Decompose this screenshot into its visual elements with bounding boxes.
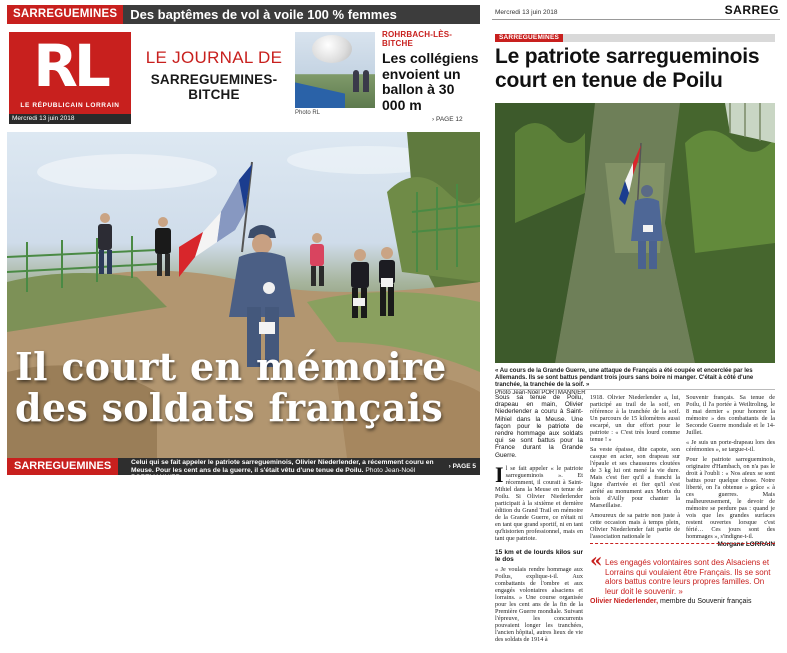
- edition-title: [139, 48, 289, 102]
- article-author: Morgane LORRAIN: [717, 541, 775, 548]
- article-paragraph: [495, 461, 583, 542]
- article-paragraph: Pour le patriote sarregueminois, originaire d'Hambach, on n'a pas le droit à l'oubli : « Nos aïeux se sont battus pour quelque chose. Notre liberté, on l'a obtenue » grâce « à ces guerres. Mais malheureusement, le devoir de mémoire se perdure pas : quand je vois que les grandes surfaces restent ouvertes lorsque c'est férié… Ces jours sont des hommages », s'indigne-t-il.: [686, 456, 775, 540]
- article-kicker: SARREGUEMINES: [495, 34, 563, 42]
- article-photo-caption: [495, 368, 775, 397]
- article-chapo: Sous sa tenue de Poilu, drapeau en main, Olivier Niederlender a couru à Saint-Mihiel dans la Meuse. Une façon pour le patriote de rendre hommage aux soldats qui se sont battus pour la France durant la Grande Guerre.: [495, 394, 583, 459]
- pull-quote-name: Olivier Niederlender,: [590, 598, 659, 605]
- article-paragraph: Sa veste épaisse, dite capote, son casque en acier, son drapeau sur l'épaule et ses chaussures cloutées de 3 kg lui ont mené la vie dure. Mais c'est fier qu'il a franchi la ligne d'arrivée et fier qu'il s'est arrêté au monument aux Morts du bois d'Ailly pour chanter la Marseillaise.: [590, 446, 680, 509]
- top-teaser-rubric: SARREGUEMINES: [7, 5, 123, 24]
- pull-quote-role: membre du Souvenir français: [658, 598, 752, 605]
- article-column-2: [590, 394, 680, 540]
- article-photo[interactable]: [495, 103, 775, 363]
- hero-headline-line2: des soldats français: [15, 385, 444, 430]
- student-figure: [363, 70, 369, 92]
- article-photo-credit: Photo Jean-Noël PORTMANN/ER: [495, 389, 586, 396]
- front-page: [7, 5, 480, 482]
- inside-page: [487, 0, 787, 653]
- quote-mark-icon: «: [590, 548, 603, 572]
- article-paragraph: Souvenir français. Sa tenue de Poilu, il l'a portée à Weiltroling, le 8 mai dernier « pour honorer la mémoire » des combattants de la Seconde Guerre mondiale et le 14-Juillet.: [686, 394, 775, 436]
- article-subhead: 15 km et de lourds kilos sur le dos: [495, 548, 583, 564]
- pull-quote-attribution: [590, 597, 775, 606]
- teaser-rohrbach-place: ROHRBACH-LÈS-BITCHE: [382, 30, 453, 48]
- article-column-3: [686, 394, 775, 548]
- pull-quote-text: Les engagés volontaires sont des Alsaciens et Lorrains qui voulaient être Français. Ils se sont alors battus contre leurs propres familles. On leur doit le souvenir. »: [605, 558, 771, 596]
- quote-divider: [590, 543, 775, 544]
- article-photo-illustration: [495, 103, 775, 363]
- edition-title-line1: LE JOURNAL DE: [145, 48, 283, 67]
- hero-headline[interactable]: [15, 346, 447, 428]
- article-column-1: [495, 394, 583, 643]
- page-town-header: SARREG: [724, 3, 779, 17]
- header-divider: [492, 19, 780, 20]
- rl-logo[interactable]: [9, 32, 131, 114]
- blue-tarp-shape: [295, 76, 345, 108]
- hero-caption-bar: [7, 458, 480, 482]
- drop-cap: I: [495, 461, 504, 487]
- article-paragraph: « Je voulais rendre hommage aux Poilus, explique-t-il. Aux combattants de l'ombre et aux engagés volontaires alsaciens et lorrains. » Une course organisée pour les cent ans de la fin de la Première Guerre mondiale. Suivant l'épreuve, les concurrents pouvaient longer les tranchées, l'ancien hôpital, autres lieux de vie des soldats de 1914 à: [495, 566, 583, 644]
- article-paragraph: Amoureux de sa patrie non juste à cette occasion mais à temps plein, Olivier Niederlender fait partie de l'association nationale le: [590, 512, 680, 540]
- top-teaser-bar[interactable]: [7, 5, 480, 24]
- page-date: Mercredi 13 juin 2018: [495, 9, 558, 16]
- rl-logo-letters: RL: [33, 32, 107, 100]
- teaser-photo-credit: Photo RL: [295, 110, 321, 116]
- hero-photo[interactable]: [7, 132, 480, 458]
- hero-caption: [131, 459, 451, 482]
- hero-rubric: SARREGUEMINES: [7, 458, 118, 475]
- edition-title-line2: SARREGUEMINES-BITCHE: [150, 72, 278, 102]
- article-paragraph: « Je suis un porte-drapeau lors des cérémonies », se targue-t-il.: [686, 439, 775, 453]
- article-paragraph: 1918. Olivier Niederlender a, lui, participé au trail de la soif, en référence à la tranchée de la soif. Un parcours de 15 kilomètres aussi escarpé, un dur effort pour le patriote : « C'est très lourd comme tenue ! »: [590, 394, 680, 443]
- teaser-rohrbach-page-ref[interactable]: › PAGE 12: [432, 116, 463, 123]
- teaser-rohrbach-headline[interactable]: Les collégiens envoient un ballon à 30 000 m: [382, 50, 479, 113]
- masthead: [7, 28, 480, 128]
- issue-date: Mercredi 13 juin 2018: [9, 114, 131, 124]
- student-figure: [353, 70, 359, 92]
- balloon-shape: [312, 35, 352, 63]
- rl-logo-name: LE RÉPUBLICAIN LORRAIN: [20, 102, 120, 109]
- top-teaser-headline[interactable]: Des baptêmes de vol à voile 100 % femmes: [130, 7, 397, 22]
- caption-divider: [495, 389, 775, 390]
- pull-quote: [590, 548, 775, 606]
- teaser-rohrbach[interactable]: [382, 30, 480, 123]
- article-photo-caption-text: « Au cours de la Grande Guerre, une attaque de Français a été coupée et encerclée par les Allemands. Ils se sont battus pendant trois jours sans boire ni manger. C'était à côté d'une tranchée, la tranchée de la soif. »: [495, 368, 754, 389]
- hero-headline-line1: Il court en mémoire: [15, 344, 447, 389]
- balloon-teaser-photo[interactable]: [295, 32, 375, 108]
- hero-photo-credit: Photo Jean-Noël PORTMANN/ER: [131, 466, 416, 482]
- hero-caption-text: Celui qui se fait appeler le patriote sarregueminois, Olivier Niederlender, a récemment couru en Meuse. Pour les cent ans de la guerre, il s'était vêtu d'une tenue de Poilu.: [131, 459, 434, 474]
- article-paragraph-text: l se fait appeler « le patriote sarregueminois ». Et récemment, il courait à Saint-Mihiel dans la Meuse en tenue de Poilu. Si Olivier Niederlender participait à la sixième et dernière édition du Grand Trail en mémoire de la Grande Guerre, ce n'était ni en tant que grand sportif, ni en tant qu'historien professionnel, mais en tant que patriote.: [495, 464, 583, 542]
- hero-page-ref[interactable]: › PAGE 5: [448, 463, 476, 470]
- article-title: Le patriote sarregueminois court en tenue de Poilu: [495, 45, 760, 92]
